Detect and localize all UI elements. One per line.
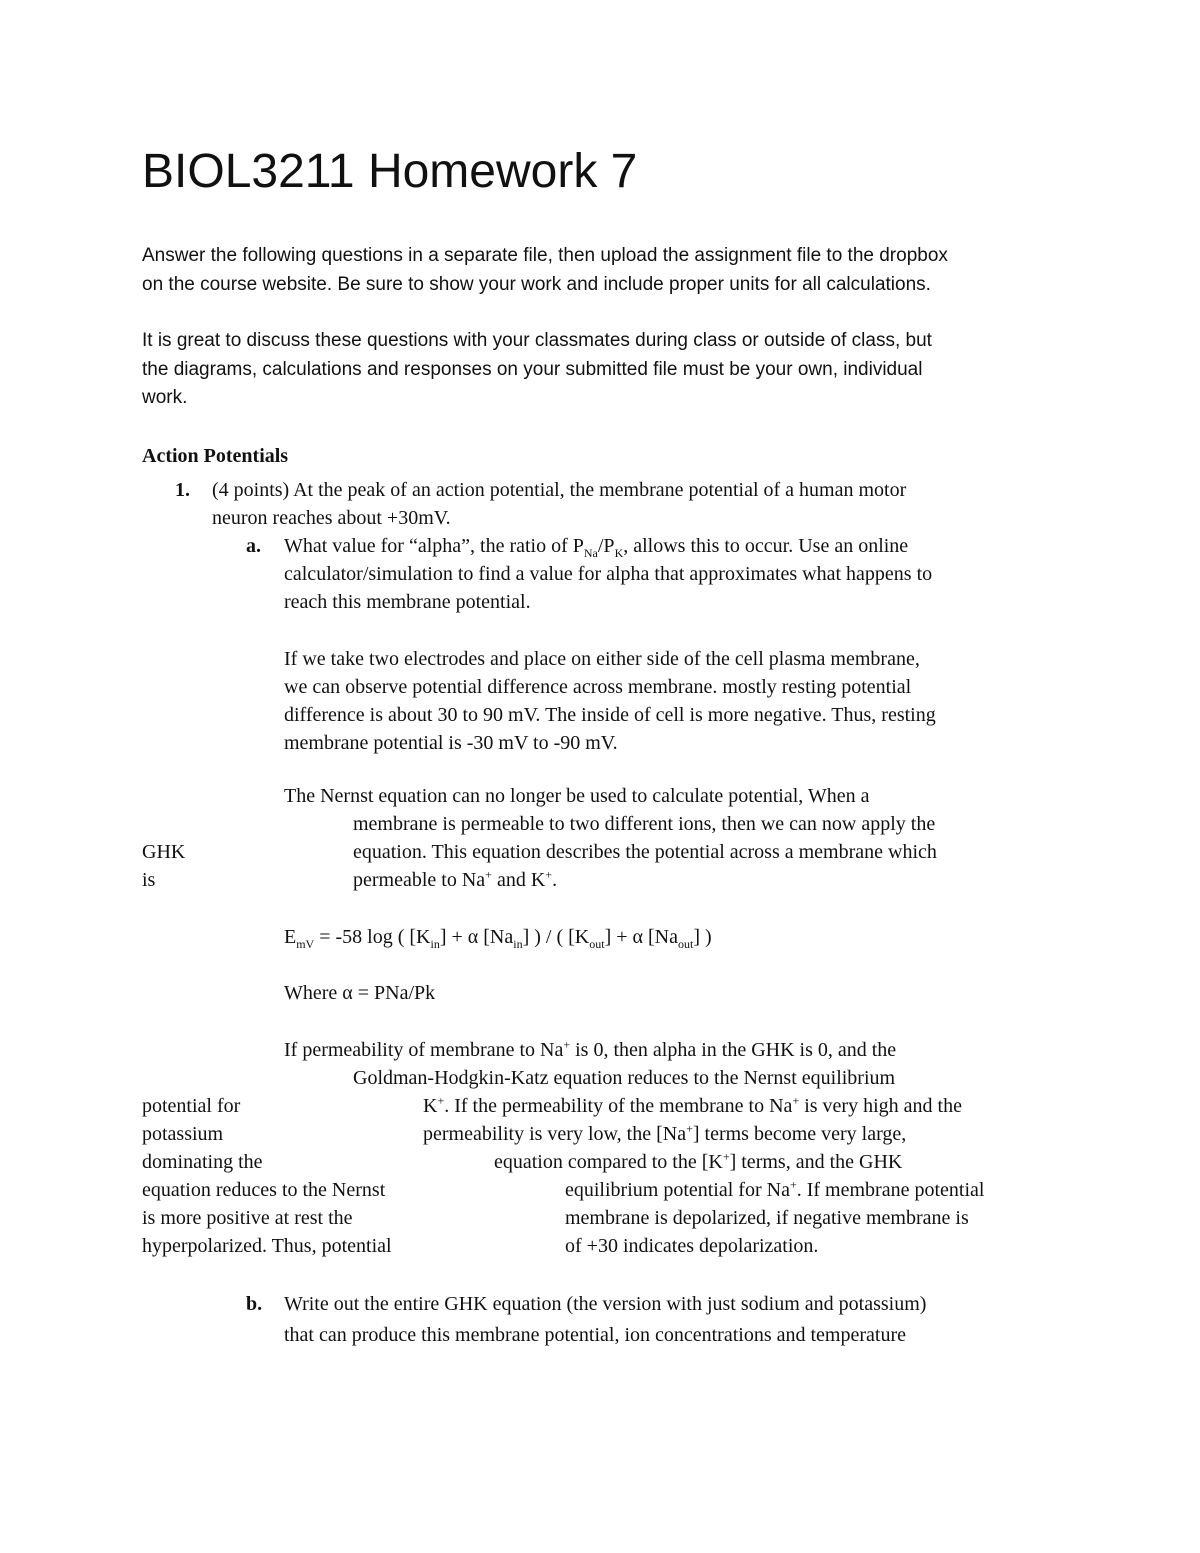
text-line: equation. This equation describes the potential across a membrane which xyxy=(353,841,937,863)
text-run: ] + α [Na xyxy=(439,926,514,948)
text-run: K xyxy=(423,1095,438,1117)
subscript: in xyxy=(430,937,440,951)
text-run: permeability is very low, the [Na xyxy=(423,1123,687,1145)
subscript: mV xyxy=(296,937,315,951)
superscript: + xyxy=(722,1149,730,1164)
text-line: If we take two electrodes and place on either side of the cell plasma membrane, xyxy=(284,648,920,670)
text-run: . xyxy=(552,869,558,891)
text-line: dominating the xyxy=(142,1151,263,1173)
text-line: that can produce this membrane potential, ion concentrations and temperature xyxy=(284,1324,906,1346)
text-run: What value for “alpha”, the ratio of P xyxy=(284,535,584,557)
text-run: is 0, then alpha in the GHK is 0, and the xyxy=(570,1039,897,1061)
text-line xyxy=(353,866,557,894)
text-line: the diagrams, calculations and responses on your submitted file must be your own, individual xyxy=(142,359,923,380)
text-line: hyperpolarized. Thus, potential xyxy=(142,1235,392,1257)
text-run: ] terms become very large, xyxy=(692,1123,907,1145)
superscript: + xyxy=(545,867,553,882)
text-line xyxy=(494,1148,902,1176)
text-run: /P xyxy=(597,535,615,557)
part-label: a. xyxy=(246,535,261,557)
text-line xyxy=(284,1036,896,1064)
text-run: equilibrium potential for Na xyxy=(565,1179,790,1201)
text-line: of +30 indicates depolarization. xyxy=(565,1235,819,1257)
subscript: out xyxy=(677,937,694,951)
text-line: work. xyxy=(142,387,188,408)
text-line xyxy=(284,532,908,560)
text-line: calculator/simulation to find a value for alpha that approximates what happens to xyxy=(284,563,933,585)
section-heading: Action Potentials xyxy=(142,445,289,467)
part-label: b. xyxy=(246,1293,263,1315)
text-line: we can observe potential difference across membrane. mostly resting potential xyxy=(284,676,912,698)
text-line xyxy=(423,1092,962,1120)
superscript: + xyxy=(789,1177,797,1192)
superscript: + xyxy=(437,1093,445,1108)
subscript: out xyxy=(589,937,605,951)
text-run: ] + α [Na xyxy=(604,926,678,948)
text-line: It is great to discuss these questions with your classmates during class or outside of class, but xyxy=(142,330,932,351)
page-title: BIOL3211 Homework 7 xyxy=(142,145,638,198)
text-line: potassium xyxy=(142,1123,224,1145)
text-line: Answer the following questions in a separate file, then upload the assignment file to the dropbox xyxy=(142,245,948,266)
text-line: neuron reaches about +30mV. xyxy=(212,507,451,529)
text-line: on the course website. Be sure to show your work and include proper units for all calculations. xyxy=(142,274,931,295)
text-line: The Nernst equation can no longer be used to calculate potential, When a xyxy=(284,785,870,807)
text-run: ] ) xyxy=(693,926,712,948)
text-line xyxy=(565,1176,984,1204)
text-run: permeable to Na xyxy=(353,869,486,891)
text-line: (4 points) At the peak of an action potential, the membrane potential of a human motor xyxy=(212,479,907,501)
text-line: membrane is depolarized, if negative membrane is xyxy=(565,1207,969,1229)
text-line: Write out the entire GHK equation (the version with just sodium and potassium) xyxy=(284,1293,927,1315)
subscript: Na xyxy=(583,546,598,560)
text-run: ] ) / ( [K xyxy=(522,926,590,948)
text-line: potential for xyxy=(142,1095,241,1117)
text-line: equation reduces to the Nernst xyxy=(142,1179,386,1201)
text-run: and K xyxy=(491,869,546,891)
subscript: K xyxy=(614,546,624,560)
text-line: membrane is permeable to two different ions, then we can now apply the xyxy=(353,813,936,835)
text-line: reach this membrane potential. xyxy=(284,591,531,613)
text-run: ] terms, and the GHK xyxy=(729,1151,903,1173)
text-line xyxy=(423,1120,906,1148)
superscript: + xyxy=(485,867,492,882)
superscript: + xyxy=(563,1037,571,1052)
alpha-definition: Where α = PNa/Pk xyxy=(284,982,436,1004)
text-run: If permeability of membrane to Na xyxy=(284,1039,564,1061)
text-run: equation compared to the [K xyxy=(494,1151,723,1173)
text-line: GHK xyxy=(142,841,186,863)
text-run: = -58 log ( [K xyxy=(314,926,431,948)
text-line: Goldman-Hodgkin-Katz equation reduces to the Nernst equilibrium xyxy=(353,1067,896,1089)
text-line: membrane potential is -30 mV to -90 mV. xyxy=(284,732,618,754)
text-run: E xyxy=(284,926,297,948)
text-line: is more positive at rest the xyxy=(142,1207,353,1229)
text-line: is xyxy=(142,869,156,891)
text-run: . If membrane potential xyxy=(796,1179,985,1201)
superscript: + xyxy=(686,1121,693,1136)
ghk-equation xyxy=(284,923,712,951)
text-run: is very high and the xyxy=(799,1095,962,1117)
superscript: + xyxy=(792,1093,800,1108)
question-number: 1. xyxy=(175,479,190,501)
text-run: . If the permeability of the membrane to Na xyxy=(444,1095,793,1117)
subscript: in xyxy=(513,937,523,951)
text-run: , allows this to occur. Use an online xyxy=(623,535,909,557)
text-line: difference is about 30 to 90 mV. The inside of cell is more negative. Thus, resting xyxy=(284,704,936,726)
